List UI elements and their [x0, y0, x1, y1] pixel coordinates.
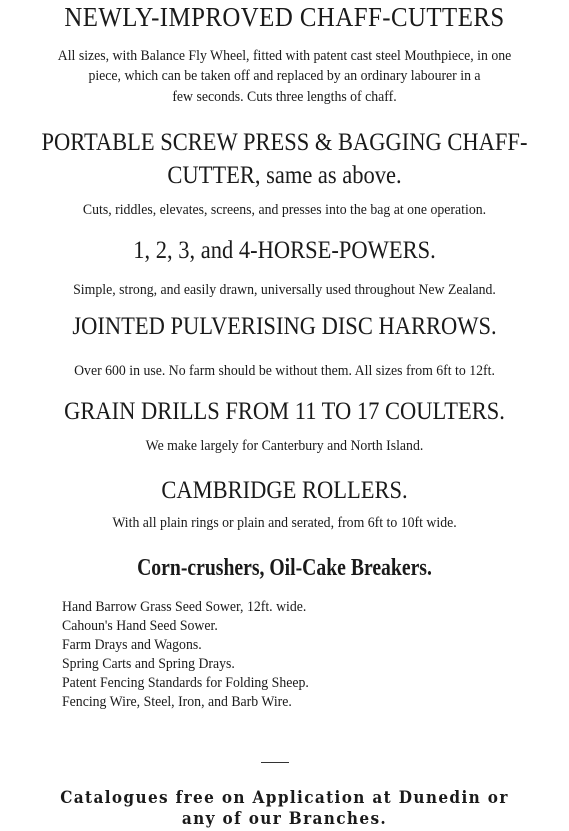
- footer-line-1: Catalogues free on Application at Dunedin or: [60, 788, 509, 808]
- footer-line-2: any of our Branches.: [181, 809, 388, 829]
- heading-screw-press-2: CUTTER, same as above.: [167, 162, 402, 189]
- list-item: Patent Fencing Standards for Folding Sheep.: [62, 675, 309, 691]
- chaff-cutters-text-3: few seconds. Cuts three lengths of chaff.: [172, 89, 397, 105]
- heading-cambridge-rollers: CAMBRIDGE ROLLERS.: [161, 477, 408, 504]
- chaff-cutters-text-2: piece, which can be taken off and replaced by an ordinary labourer in a: [88, 68, 481, 84]
- screw-press-text: Cuts, riddles, elevates, screens, and presses into the bag at one operation.: [82, 202, 487, 218]
- grain-drills-text: We make largely for Canterbury and North Island.: [145, 438, 424, 454]
- heading-disc-harrows: JOINTED PULVERISING DISC HARROWS.: [72, 313, 497, 340]
- list-item: Spring Carts and Spring Drays.: [62, 656, 235, 672]
- heading-grain-drills: GRAIN DRILLS FROM 11 TO 17 COULTERS.: [64, 398, 505, 425]
- chaff-cutters-text-1: All sizes, with Balance Fly Wheel, fitted with patent cast steel Mouthpiece, in one: [57, 48, 512, 64]
- list-item: Cahoun's Hand Seed Sower.: [62, 618, 218, 634]
- heading-horse-powers: 1, 2, 3, and 4-HORSE-POWERS.: [133, 237, 436, 264]
- product-list: [62, 598, 502, 712]
- disc-harrows-text: Over 600 in use. No farm should be without them. All sizes from 6ft to 12ft.: [74, 363, 495, 379]
- list-item: Hand Barrow Grass Seed Sower, 12ft. wide.: [62, 599, 307, 615]
- horse-powers-text: Simple, strong, and easily drawn, universally used throughout New Zealand.: [73, 282, 496, 298]
- list-item: Farm Drays and Wagons.: [62, 637, 202, 653]
- cambridge-rollers-text: With all plain rings or plain and serated, from 6ft to 10ft wide.: [112, 515, 457, 531]
- list-item: Fencing Wire, Steel, Iron, and Barb Wire.: [62, 694, 292, 710]
- heading-corn-crushers: Corn-crushers, Oil-Cake Breakers.: [137, 555, 432, 581]
- divider: [261, 762, 289, 763]
- heading-chaff-cutters: NEWLY-IMPROVED CHAFF-CUTTERS: [64, 2, 505, 32]
- heading-screw-press-1: PORTABLE SCREW PRESS & BAGGING CHAFF-: [41, 129, 528, 156]
